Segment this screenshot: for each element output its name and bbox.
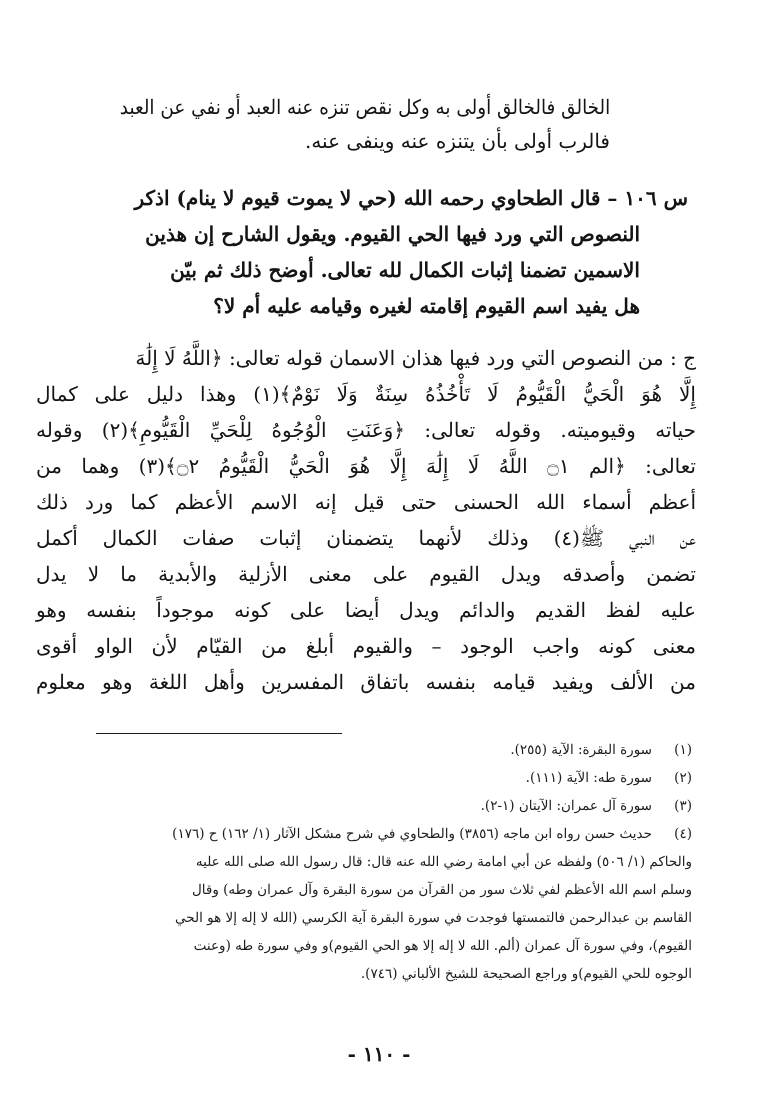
answer-line: تعالى: ﴿الم ۝١ اللَّهُ لَا إِلَٰهَ إِلَّا هُوَ الْحَيُّ الْقَيُّومُ ۝٢﴾(٣) وهما من xyxy=(36,454,696,478)
answer-line: عن النبي ﷺ(٤) وذلك لأنهما يتضمنان إثبات صفات الكمال أكمل xyxy=(36,526,696,550)
intro-line: فالرب أولى بأن يتنزه عنه وينفى عنه. xyxy=(304,129,610,153)
page-number: - ١١٠ - xyxy=(347,1042,411,1066)
question-line: الاسمين تضمنا إثبات الكمال لله تعالى. أوضح ذلك ثم بيّن xyxy=(170,258,640,282)
footnote-3 xyxy=(52,792,692,820)
footnote-number: (٣) xyxy=(674,798,692,814)
footnote-number: (٤) xyxy=(674,826,692,842)
footnote-4-continuation: وسلم اسم الله الأعظم لفي ثلاث سور من القرآن من سورة البقرة وآل عمران وطه) وقال xyxy=(191,882,692,898)
footnote-text: سورة البقرة: الآية (٢٥٥). xyxy=(510,742,652,758)
question-line: س ١٠٦ – قال الطحاوي رحمه الله (حي لا يموت قيوم لا ينام) اذكر xyxy=(134,186,688,210)
footnote-text: سورة آل عمران: الآيتان (١-٢). xyxy=(480,798,652,814)
footnote-4-continuation: الوجوه للحي القيوم)و وراجع الصحيحة للشيخ الألباني (٧٤٦). xyxy=(360,966,692,982)
footnote-text: حديث حسن رواه ابن ماجه (٣٨٥٦) والطحاوي في شرح مشكل الآثار (١/ ١٦٢) ح (١٧٦) xyxy=(172,826,652,842)
answer-line: تضمن وأصدقه ويدل القيوم على معنى الأزلية والأبدية ما لا يدل xyxy=(36,562,696,586)
footnote-1 xyxy=(52,736,692,764)
answer-line: معنى كونه واجب الوجود – والقيوم أبلغ من القيّام لأن الواو أقوى xyxy=(36,634,696,658)
footnote-number: (٢) xyxy=(674,770,692,786)
answer-line: عليه لفظ القديم والدائم ويدل أيضا على كونه موجوداً بنفسه وهو xyxy=(36,598,696,622)
intro-line: الخالق فالخالق أولى به وكل نقص تنزه عنه العبد أو نفي عن العبد xyxy=(119,95,610,119)
footnote-separator xyxy=(96,733,342,734)
footnote-2 xyxy=(52,764,692,792)
answer-line: إِلَّا هُوَ الْحَيُّ الْقَيُّومُ لَا تَأْخُذُهُ سِنَةٌ وَلَا نَوْمٌ﴾(١) وهذا دليل على كمال xyxy=(36,382,696,406)
question-line: هل يفيد اسم القيوم إقامته لغيره وقيامه عليه أم لا؟ xyxy=(213,294,640,318)
answer-line: حياته وقيوميته. وقوله تعالى: ﴿وَعَنَتِ الْوُجُوهُ لِلْحَيِّ الْقَيُّومِ﴾(٢) وقوله xyxy=(36,418,696,442)
question-line: النصوص التي ورد فيها الحي القيوم. ويقول الشارح إن هذين xyxy=(145,222,640,246)
footnote-text: سورة طه: الآية (١١١). xyxy=(525,770,652,786)
footnote-4-continuation: والحاكم (١/ ٥٠٦) ولفظه عن أبي امامة رضي الله عنه قال: قال رسول الله صلى الله عليه xyxy=(195,854,692,870)
footnote-4-continuation: القيوم)، وفي سورة آل عمران (ألم. الله لا إله إلا هو الحي القيوم)و وفي سورة طه (وعنت xyxy=(193,938,692,954)
answer-line: ج : من النصوص التي ورد فيها هذان الاسمان قوله تعالى: ﴿اللَّهُ لَا إِلَٰهَ xyxy=(135,346,696,370)
footnote-4 xyxy=(52,820,692,848)
answer-line: من الألف ويفيد قيامه بنفسه باتفاق المفسرين وأهل اللغة وهو معلوم xyxy=(36,670,696,694)
answer-line: أعظم أسماء الله الحسنى حتى قيل إنه الاسم الأعظم كما ورد ذلك xyxy=(36,490,696,514)
footnote-4-continuation: القاسم بن عبدالرحمن فالتمستها فوجدت في سورة البقرة آية الكرسي (الله لا إله إلا هو الحي xyxy=(174,910,692,926)
footnote-number: (١) xyxy=(674,742,692,758)
